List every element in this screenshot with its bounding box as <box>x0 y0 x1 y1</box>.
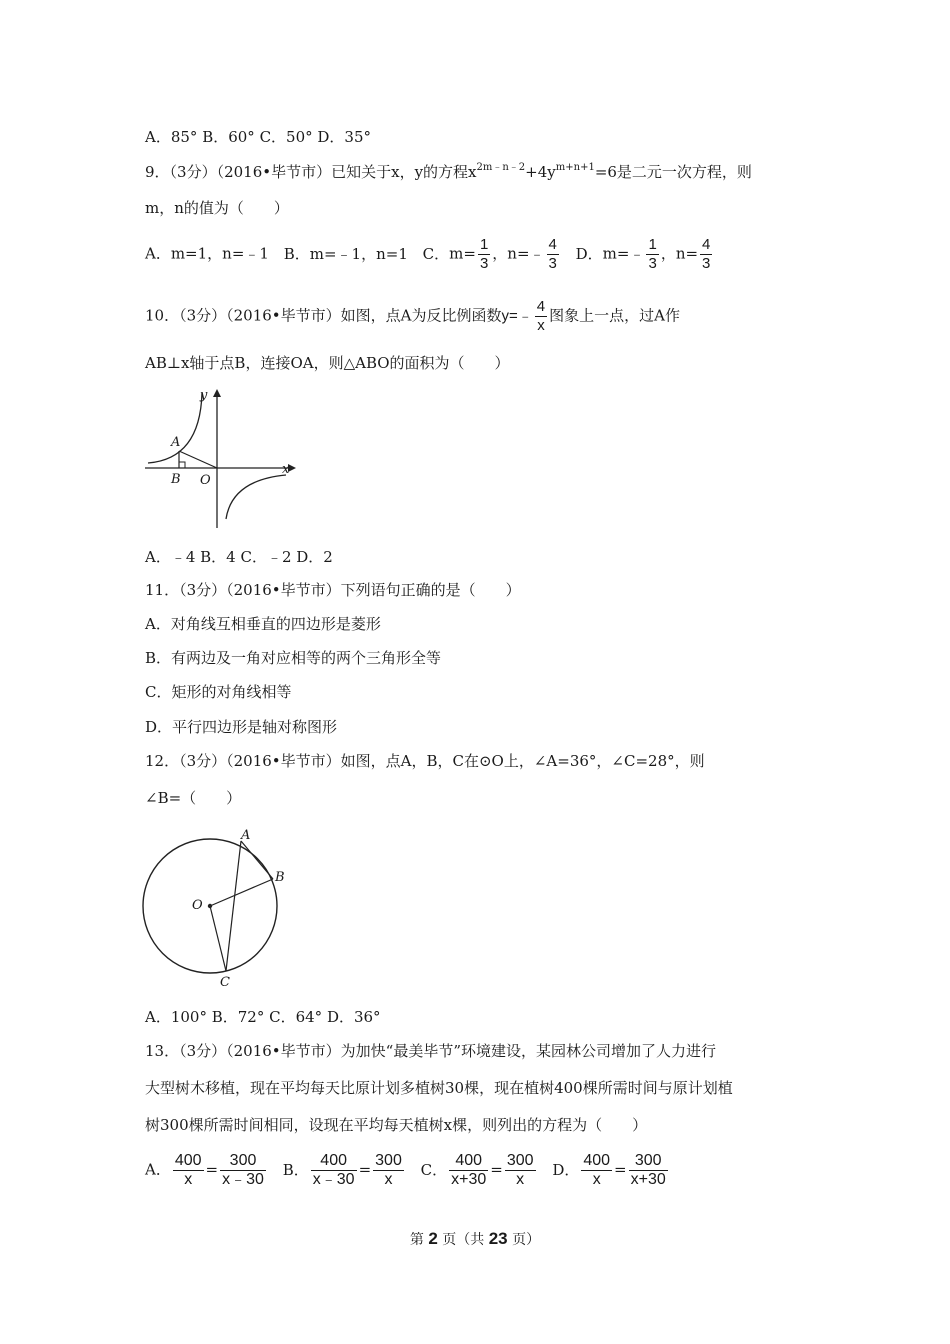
q11-stem: 11．（3分）（2016•毕节市）下列语句正确的是（ ） <box>145 581 521 599</box>
q13-opt-b-label: B． <box>282 1160 309 1179</box>
label-y: y <box>200 388 208 403</box>
label-x: x <box>282 462 290 477</box>
q13-stem-line2: 大型树木移植，现在平均每天比原计划多植树30棵，现在植树400棵所需时间与原计划植 <box>145 1079 733 1097</box>
frac-num: 400 <box>449 1152 488 1171</box>
q10-stem-line2: AB⊥x轴于点B，连接OA，则△ABO的面积为（ ） <box>145 354 510 372</box>
frac-den: 3 <box>702 255 711 272</box>
q11-opt-a: A．对角线互相垂直的四边形是菱形 <box>145 615 381 633</box>
q13-opt-a-label: A． <box>145 1160 171 1179</box>
frac-den: 3 <box>479 255 489 272</box>
q13-opt-c-left <box>449 1152 488 1189</box>
frac-den: 3 <box>648 255 657 272</box>
q9-stem <box>145 162 752 182</box>
frac-den: x <box>184 1171 193 1188</box>
q10-stem-pre: 10．（3分）（2016•毕节市）如图，点A为反比例函数 <box>145 306 502 325</box>
frac-num: 4 <box>702 236 711 253</box>
q9-stem-pre: 9．（3分）（2016•毕节市）已知关于x，y的方程x <box>145 163 477 181</box>
q9-opt-c-label: C． <box>422 244 450 263</box>
q9-opt-b: B．m=﹣1，n=1 <box>283 244 408 263</box>
hyperbola-branch-left <box>148 393 202 463</box>
q13-stem-line1: 13．（3分）（2016•毕节市）为加快“最美毕节”环境建设，某园林公司增加了人力进行 <box>145 1042 716 1060</box>
footer-mid: 页（共 <box>442 1232 485 1248</box>
q9-opt-c-m-frac <box>478 236 490 273</box>
frac-den: 3 <box>548 255 557 272</box>
frac-den: x﹣30 <box>222 1171 264 1188</box>
q9-opt-d-m: m=﹣ <box>602 244 645 263</box>
chord-ab <box>241 841 273 879</box>
q9-stem-post: =6是二元一次方程，则 <box>594 163 752 181</box>
q13-stem-line3: 树300棵所需时间相同，设现在平均每天植树x棵，则列出的方程为（ ） <box>145 1116 648 1134</box>
label-o: O <box>200 473 211 488</box>
q9-opt-c-m: m= <box>449 244 476 263</box>
q9-exp1: 2m﹣n﹣2 <box>476 162 526 173</box>
frac-num: 4 <box>548 236 557 253</box>
q10-func-lhs: y=﹣ <box>501 307 533 325</box>
segment-oc <box>210 906 226 971</box>
frac-num: 400 <box>311 1152 357 1171</box>
frac-den: x+30 <box>630 1171 666 1188</box>
label-a: A <box>171 435 181 450</box>
frac-num: 300 <box>375 1152 402 1169</box>
q9-opt-a: A．m=1，n=﹣1 <box>145 244 269 263</box>
chord-ac <box>226 841 241 971</box>
footer-total-pages: 23 <box>488 1229 508 1248</box>
q8-options: A．85° B．60° C．50° D．35° <box>145 128 372 146</box>
label-c: C <box>220 975 230 990</box>
q13-opt-d-right <box>629 1152 668 1189</box>
q9-opt-d-m-frac <box>646 236 658 273</box>
q9-stem-mid: +4y <box>525 163 556 181</box>
page-footer <box>0 1229 950 1249</box>
right-angle-mark <box>179 462 185 468</box>
q9-exp2: m+n+1 <box>555 162 595 173</box>
label-o: O <box>192 898 203 913</box>
q11-opt-c: C．矩形的对角线相等 <box>145 683 292 701</box>
equals-sign: = <box>358 1160 372 1179</box>
frac-num: 4 <box>536 298 546 315</box>
q9-opt-d-n: ，n= <box>660 244 699 263</box>
equals-sign: = <box>205 1160 219 1179</box>
q12-options: A．100° B．72° C．64° D．36° <box>145 1008 381 1026</box>
footer-page-number: 2 <box>428 1229 438 1248</box>
frac-den: x﹣30 <box>312 1171 355 1188</box>
q9-opt-d-n-frac <box>700 236 712 273</box>
frac-num: 1 <box>648 236 657 253</box>
q13-opt-a-right <box>220 1152 266 1189</box>
q13-opt-d-label: D． <box>552 1160 580 1179</box>
q9-opt-c-n-frac <box>547 236 559 273</box>
equals-sign: = <box>490 1160 503 1179</box>
footer-pre: 第 <box>409 1232 424 1248</box>
y-axis-arrow-icon <box>213 389 221 397</box>
frac-num: 1 <box>479 236 489 253</box>
q11-opt-b: B．有两边及一角对应相等的两个三角形全等 <box>145 649 442 667</box>
footer-post: 页） <box>512 1232 541 1248</box>
q13-options <box>145 1152 670 1189</box>
q12-stem-line2: ∠B=（ ） <box>145 789 242 807</box>
frac-num: 400 <box>583 1152 611 1169</box>
center-dot <box>208 904 212 908</box>
q10-stem-post: 图象上一点，过A作 <box>549 306 680 325</box>
q10-func-frac <box>535 298 547 335</box>
q10-options: A．﹣4 B．4 C．﹣2 D．2 <box>145 548 333 566</box>
frac-den: x <box>537 317 545 334</box>
frac-num: 300 <box>506 1152 534 1169</box>
q12-stem: 12．（3分）（2016•毕节市）如图，点A，B，C在⊙O上，∠A=36°，∠C=28°，则 <box>145 752 705 770</box>
frac-num: 300 <box>220 1152 266 1171</box>
frac-den: x <box>592 1171 601 1188</box>
q9-stem-line2: m，n的值为（ ） <box>145 199 289 217</box>
q13-opt-a-left <box>173 1152 204 1189</box>
frac-den: x <box>384 1171 393 1188</box>
label-b: B <box>275 870 285 885</box>
q13-opt-d-left <box>581 1152 612 1189</box>
frac-den: x <box>516 1171 525 1188</box>
frac-num: 300 <box>629 1152 668 1171</box>
hyperbola-branch-right <box>226 475 286 519</box>
label-b: B <box>171 472 181 487</box>
q9-options <box>145 236 714 273</box>
q13-opt-b-right <box>373 1152 404 1189</box>
frac-num: 400 <box>174 1152 202 1169</box>
q10-stem <box>145 298 680 335</box>
q11-opt-d: D．平行四边形是轴对称图形 <box>145 718 338 736</box>
frac-den: x+30 <box>451 1171 487 1188</box>
label-a: A <box>241 828 251 843</box>
q12-figure <box>138 826 298 994</box>
q13-opt-c-label: C． <box>420 1160 448 1179</box>
q13-opt-c-right <box>505 1152 536 1189</box>
q9-opt-d-label: D． <box>575 244 603 263</box>
q13-opt-b-left <box>311 1152 357 1189</box>
equals-sign: = <box>614 1160 627 1179</box>
segment-ob <box>210 879 273 906</box>
q10-figure <box>140 385 300 535</box>
q9-opt-c-n: ，n=﹣ <box>492 244 545 263</box>
